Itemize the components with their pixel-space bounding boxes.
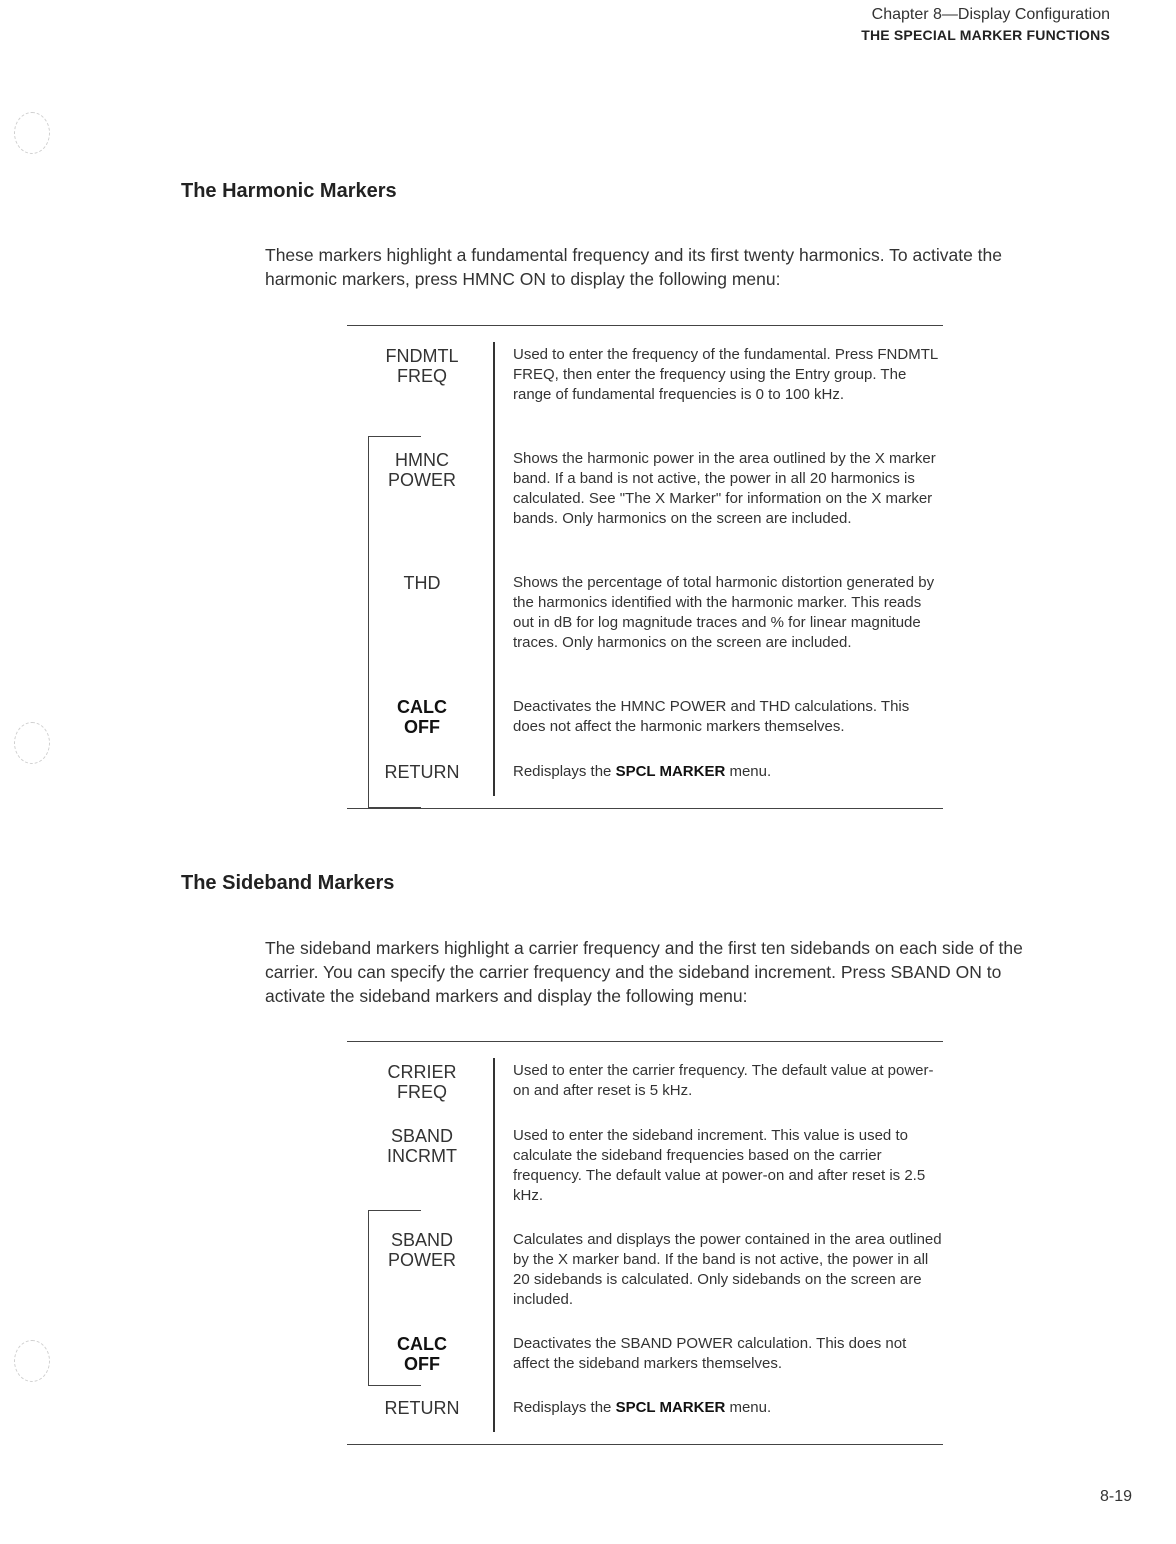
table-top-rule <box>347 1041 943 1042</box>
table-bottom-rule <box>347 1444 943 1445</box>
chapter-title: Chapter 8—Display Configuration <box>871 6 1110 23</box>
binder-hole-icon <box>14 112 50 154</box>
binder-hole-icon <box>14 1340 50 1382</box>
table-bottom-rule <box>347 808 943 809</box>
softkey-crrier-freq: CRRIER FREQ <box>387 1062 457 1102</box>
softkey-description: Used to enter the carrier frequency. The default value at power-on and after reset is 5 kHz. <box>513 1062 934 1099</box>
softkey-hmnc-power: HMNC POWER <box>387 450 456 490</box>
softkey-description: Deactivates the HMNC POWER and THD calculations. This does not affect the harmonic markers themselves. <box>513 698 910 735</box>
section-title-header: THE SPECIAL MARKER FUNCTIONS <box>861 27 1110 43</box>
softkey-description: Used to enter the frequency of the fundamental. Press FNDMTL FREQ, then enter the frequency using the Entry group. The range of fundamental frequencies is 0 to 100 kHz. <box>513 346 938 403</box>
softkey-sband-power: SBAND POWER <box>387 1230 456 1270</box>
softkey-description: Shows the percentage of total harmonic distortion generated by the harmonics identified with the harmonic marker. This reads out in dB for log magnitude traces and % for linear magnitude traces. Only harmonics on the screen are included. <box>513 574 935 651</box>
softkey-description <box>513 762 943 782</box>
softkey-description: Calculates and displays the power contained in the area outlined by the X marker band. If the band is not active, the power in all 20 sidebands is calculated. Only sidebands on the screen are included. <box>513 1231 942 1308</box>
table-top-rule <box>347 325 943 326</box>
softkey-group-bracket <box>368 436 421 808</box>
softkey-calc-off: CALC OFF <box>397 1334 447 1374</box>
softkey-thd: THD <box>403 573 441 593</box>
description-text: Redisplays the <box>513 1399 616 1416</box>
column-divider <box>493 1058 495 1432</box>
description-text: menu. <box>725 763 772 780</box>
softkey-return: RETURN <box>384 1398 460 1418</box>
sideband-markers-heading: The Sideband Markers <box>181 872 395 894</box>
page-number: 8-19 <box>1099 1488 1132 1505</box>
softkey-sband-incrmt: SBAND INCRMT <box>387 1126 457 1166</box>
page-header <box>861 4 1110 46</box>
softkey-fndmtl-freq: FNDMTL FREQ <box>385 346 459 386</box>
softkey-calc-off: CALC OFF <box>397 697 447 737</box>
softkey-return: RETURN <box>384 762 460 782</box>
menu-name: SPCL MARKER <box>615 763 726 780</box>
softkey-description: Used to enter the sideband increment. This value is used to calculate the sideband frequencies based on the carrier frequency. The default value at power-on and after reset is 2.5 kHz. <box>513 1127 926 1204</box>
softkey-description <box>513 1398 943 1418</box>
softkey-description: Deactivates the SBAND POWER calculation. This does not affect the sideband markers themselves. <box>513 1335 907 1372</box>
description-text: Redisplays the <box>513 763 616 780</box>
description-text: menu. <box>725 1399 772 1416</box>
menu-name: SPCL MARKER <box>615 1399 726 1416</box>
softkey-description: Shows the harmonic power in the area outlined by the X marker band. If a band is not active, the power in all 20 harmonics is calculated. See "The X Marker" for information on the X marker bands. Only harmonics on the screen are included. <box>513 450 936 527</box>
binder-hole-icon <box>14 722 50 764</box>
sideband-intro-paragraph: The sideband markers highlight a carrier frequency and the first ten sidebands on each side of the carrier. You can specify the carrier frequency and the sideband increment. Press SBAND ON to activate the sideband markers and display the following menu: <box>265 938 1023 1006</box>
harmonic-menu-table <box>347 324 943 814</box>
column-divider <box>493 342 495 796</box>
sideband-menu-table <box>347 1040 943 1450</box>
harmonic-intro-paragraph: These markers highlight a fundamental frequency and its first twenty harmonics. To activate the harmonic markers, press HMNC ON to display the following menu: <box>265 245 1002 289</box>
harmonic-markers-heading: The Harmonic Markers <box>181 180 397 202</box>
